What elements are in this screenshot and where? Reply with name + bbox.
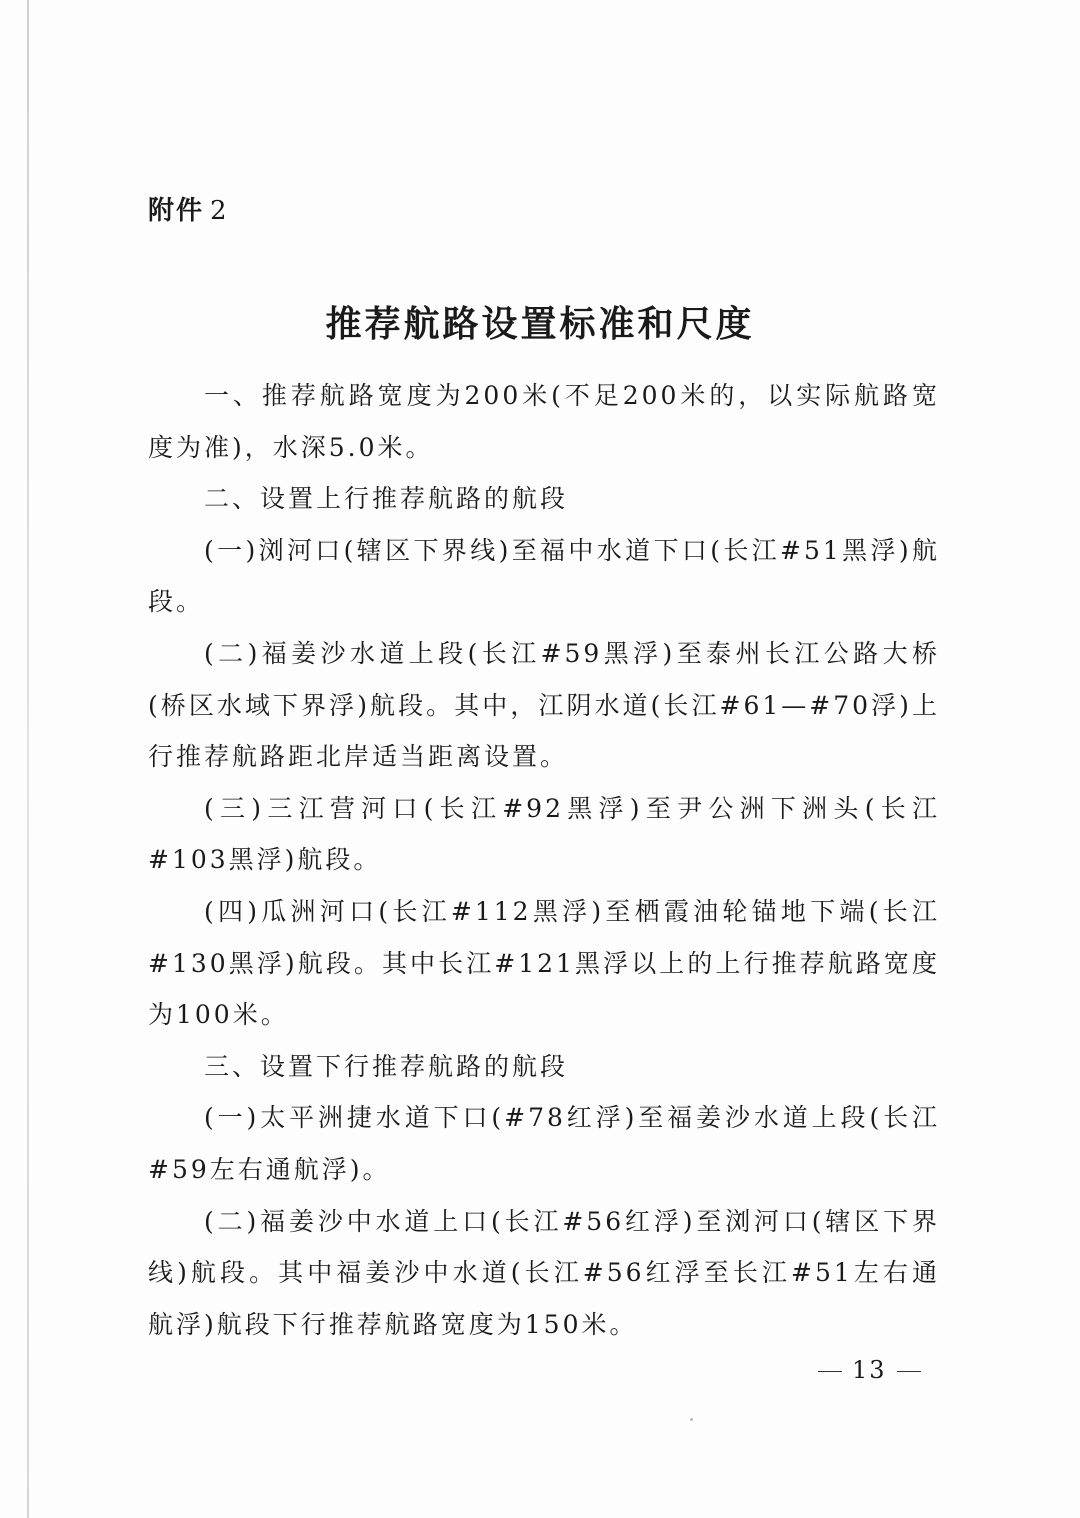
paragraph-upstream-3: (三)三江营河口(长江#92黑浮)至尹公洲下洲头(长江#103黑浮)航段。 — [148, 793, 940, 875]
paragraph-width-depth: 一、推荐航路宽度为200米(不足200米的，以实际航路宽度为准)，水深5.0米。 — [148, 381, 940, 462]
paragraph-upstream-2: (二)福姜沙水道上段(长江#59黑浮)至泰州长江公路大桥(桥区水域下界浮)航段。其中，江阴水道(长江#61—#70浮)上行推荐航路距北岸适当距离设置。 — [148, 638, 940, 772]
document-title: 推荐航路设置标准和尺度 — [325, 304, 755, 345]
paragraph-upstream-4: (四)瓜洲河口(长江#112黑浮)至栖霞油轮锚地下端(长江#130黑浮)航段。其中长江#121黑浮以上的上行推荐航路宽度为100米。 — [148, 896, 940, 1030]
attachment-text: 附件 — [148, 196, 205, 226]
paragraph-downstream-2: (二)福姜沙中水道上口(长江#56红浮)至浏河口(辖区下界线)航段。其中福姜沙中水道(长江#56红浮至长江#51左右通航浮)航段下行推荐航路宽度为150米。 — [148, 1206, 940, 1339]
page-number-value: 13 — [852, 1356, 887, 1384]
attachment-label — [148, 190, 229, 227]
paragraph-upstream-1: (一)浏河口(辖区下界线)至福中水道下口(长江#51黑浮)航段。 — [148, 535, 940, 617]
dash-left — [818, 1371, 842, 1372]
scan-speck — [690, 1418, 693, 1421]
document-body — [148, 370, 940, 1350]
scan-edge-line — [27, 0, 29, 1518]
attachment-number: 2 — [210, 196, 229, 226]
page-number — [808, 1356, 931, 1384]
section-heading-downstream: 三、设置下行推荐航路的航段 — [204, 1051, 569, 1081]
section-heading-upstream: 二、设置上行推荐航路的航段 — [204, 484, 569, 514]
paragraph-downstream-1: (一)太平洲捷水道下口(#78红浮)至福姜沙水道上段(长江#59左右通航浮)。 — [148, 1103, 940, 1184]
dash-right — [897, 1371, 921, 1372]
